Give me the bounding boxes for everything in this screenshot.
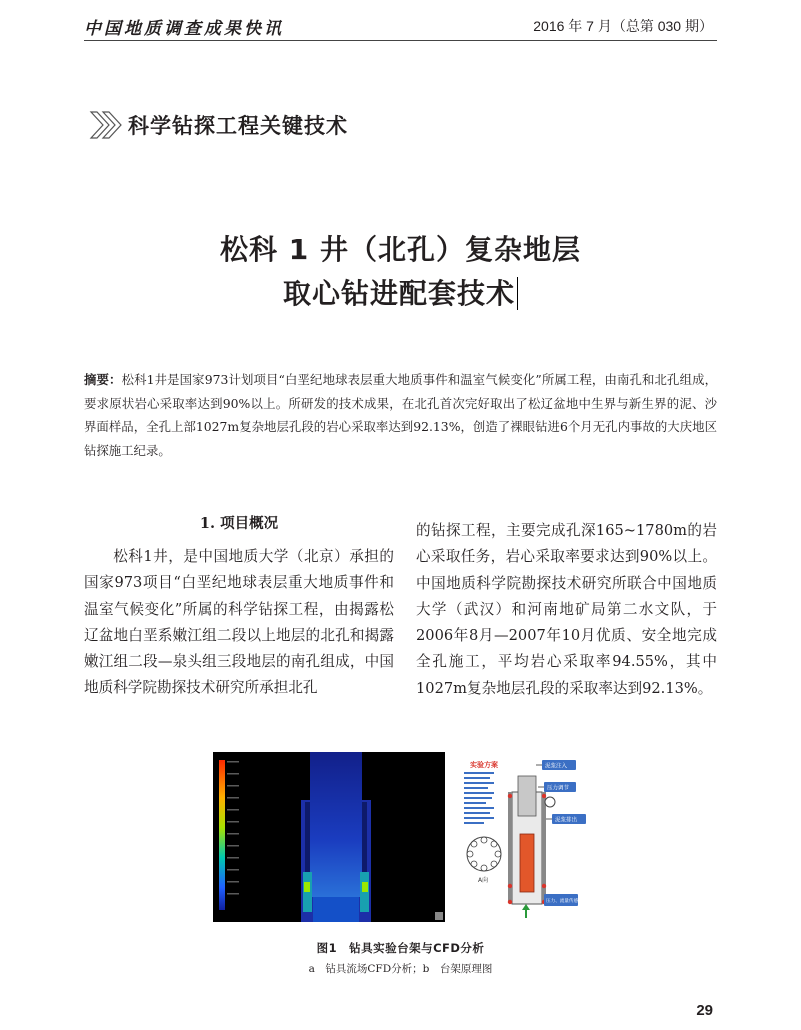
label-mud-in: 泥浆注入 [545,763,568,770]
article-title-line-1: 松科 1 井（北孔）复杂地层 [220,233,581,266]
test-rig-schematic [460,756,608,920]
body-paragraph-right: 的钻探工程，主要完成孔深165~1780m的岩心采取任务，岩心采取率要求达到90%以上。中国地质科学院勘探技术研究所联合中国地质大学（武汉）和河南地矿局第二水文队，于2006年8月—2007年10月优质、安全地完成全孔施工，平均岩心采取率94.55%，其中1027m复杂地层孔段的采取率达到92.13%。 [416,522,717,697]
section-heading: 1. 项目概况 [199,515,279,532]
double-chevron-icon [89,108,129,142]
label-mud-out: 泥浆排出 [555,817,578,824]
article-title-line-2-text: 取心钻进配套技术 [283,277,518,310]
abstract-text: 松科1井是国家973计划项目“白垩纪地球表层重大地质事件和温室气候变化”所属工程，由南孔和北孔组成，要求原状岩心采取率达到90%以上。所研发的技术成果，在北孔首次完好取出了松辽盆地中生界与新生界的泥、沙界面样品，全孔上部1027m复杂地层孔段的岩心采取率达到92.13%，创造了裸眼钻进6个月无孔内事故的大庆地区钻探施工纪录。 [84,372,718,458]
cfd-flow-image [213,752,445,922]
label-pressure: 压力调节 [547,785,570,792]
article-title-line-2 [84,272,717,312]
figure-caption: 图1 钻具实验台架与CFD分析 [316,941,485,955]
abstract [84,368,717,462]
page-number: 29 [696,1002,713,1019]
figure-subcaption: a 钻具流场CFD分析；b 台架原理图 [308,963,493,975]
header-rule [84,40,717,41]
schematic-title: 实验方案 [470,761,498,769]
abstract-label: 摘要： [84,372,122,387]
body-paragraph-left: 松科1井，是中国地质大学（北京）承担的国家973项目“白垩纪地球表层重大地质事件和温室气候变化”所属的科学钻探工程，由揭露松辽盆地白垩系嫩江组二段以上地层的北孔和揭露嫩江组二段—泉头组三段地层的南孔组成，中国地质科学院勘探技术研究所承担北孔 [84,548,394,697]
direction-label: A向 [478,877,489,884]
section-title: 科学钻探工程关键技术 [128,113,348,138]
label-sensor: 压力、流量传感器 [546,899,583,904]
issue-label: 2016 年 7 月（总第 030 期） [533,18,713,34]
journal-title: 中国地质调查成果快讯 [84,19,284,39]
